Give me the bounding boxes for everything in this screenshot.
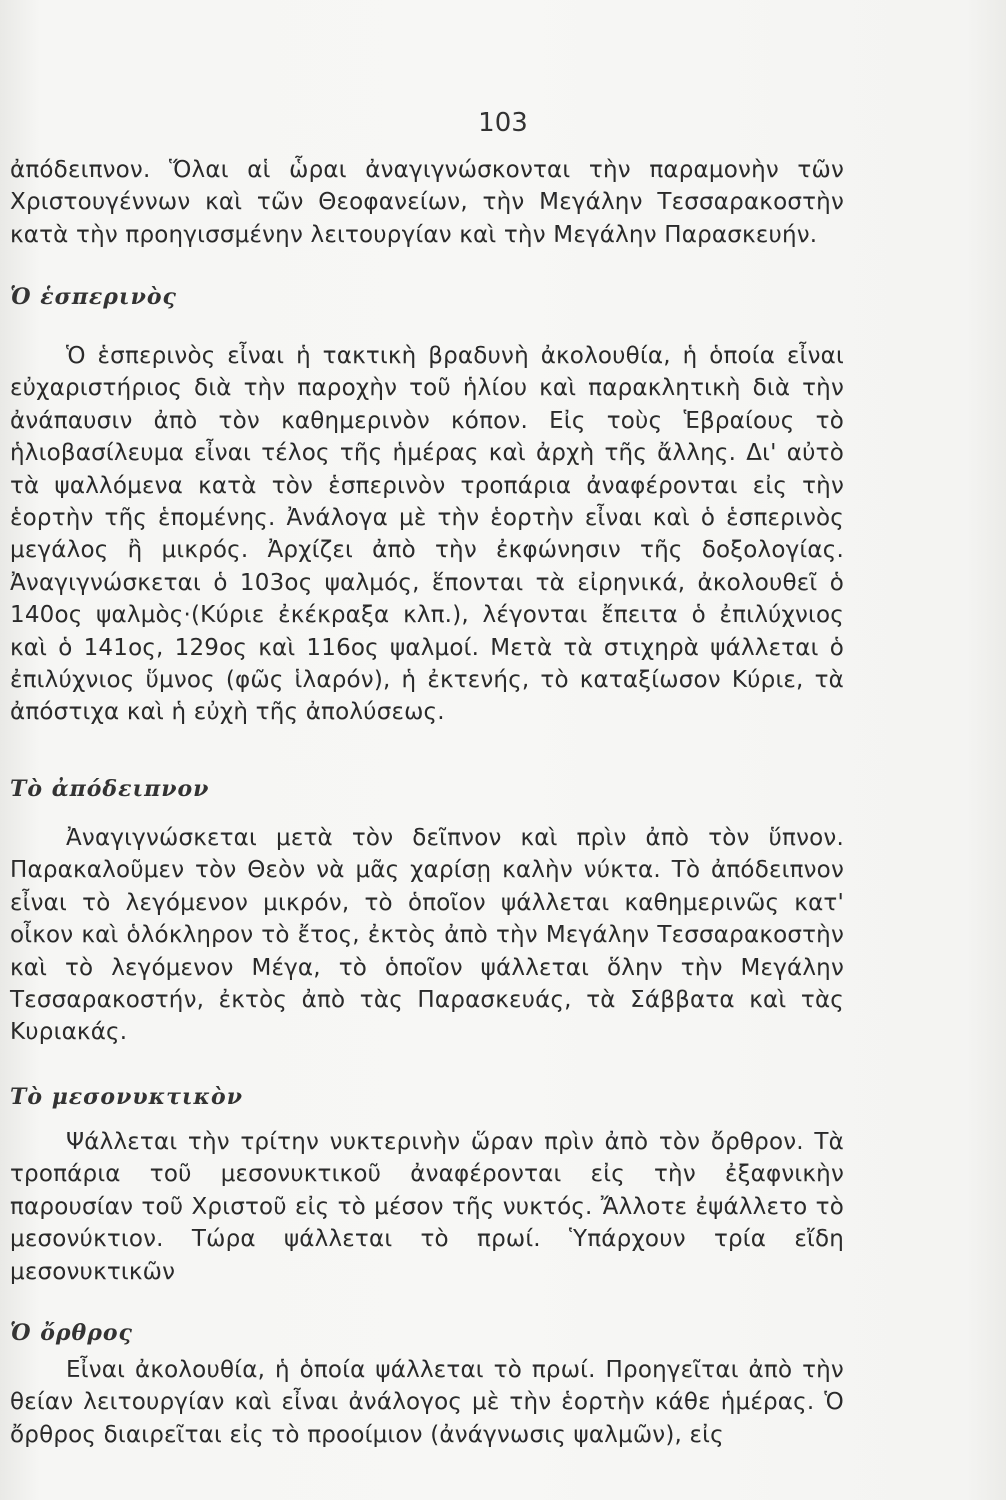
paragraph-vespers <box>10 340 844 729</box>
paragraph-text: Ἀναγιγνώσκεται μετὰ τὸν δεῖπνον καὶ πρὶν ἀπὸ τὸν ὕπνον. Παρακαλοῦμεν τὸν Θεὸν νὰ μᾶς χαρίσῃ καλὴν νύκτα. Τὸ ἀπόδειπνον εἶναι τὸ λεγόμενον μικρόν, τὸ ὁποῖον ψάλλεται καθημερινῶς κατ' οἶκον καὶ ὁλόκληρον τὸ ἔτος, ἐκτὸς ἀπὸ τὴν Μεγάλην Τεσσαρακοστὴν καὶ τὸ λεγόμενον Μέγα, τὸ ὁποῖον ψάλλεται ὅλην τὴν Μεγάλην Τεσσαρακοστήν, ἐκτὸς ἀπὸ τὰς Παρασκευάς, τὰ Σάββατα καὶ τὰς Κυριακάς. <box>10 825 844 1046</box>
paragraph-compline <box>10 822 844 1049</box>
paragraph-hours-continuation <box>10 154 844 251</box>
section-heading-midnight-office: Τὸ μεσονυκτικὸν <box>10 1084 243 1110</box>
section-heading-compline: Τὸ ἀπόδειπνον <box>10 776 210 802</box>
paragraph-matins <box>10 1354 844 1451</box>
page-number: 103 <box>478 108 528 138</box>
paragraph-text: ἀπόδειπνον. Ὅλαι αἱ ὧραι ἀναγιγνώσκονται τὴν παραμονὴν τῶν Χριστουγέννων καὶ τῶν Θεοφανείων, τὴν Μεγάλην Τεσσαρακοστὴν κατὰ τὴν προηγισσμένην λειτουργίαν καὶ τὴν Μεγάλην Παρασκευήν. <box>10 157 844 248</box>
section-heading-vespers: Ὁ ἑσπερινὸς <box>10 284 177 310</box>
paragraph-midnight-office <box>10 1126 844 1288</box>
section-heading-matins: Ὁ ὄρθρος <box>10 1320 133 1346</box>
paragraph-text: Εἶναι ἀκολουθία, ἡ ὁποία ψάλλεται τὸ πρωί. Προηγεῖται ἀπὸ τὴν θείαν λειτουργίαν καὶ εἶναι ἀνάλογος μὲ τὴν ἑορτὴν κάθε ἡμέρας. Ὁ ὄρθρος διαιρεῖται εἰς τὸ προοίμιον (ἀνάγνωσις ψαλμῶν), εἰς <box>10 1357 844 1448</box>
paragraph-text: Ψάλλεται τὴν τρίτην νυκτερινὴν ὥραν πρὶν ἀπὸ τὸν ὄρθρον. Τὰ τροπάρια τοῦ μεσονυκτικοῦ ἀναφέρονται εἰς τὴν ἐξαφνικὴν παρουσίαν τοῦ Χριστοῦ εἰς τὸ μέσον τῆς νυκτός. Ἄλλοτε ἐψάλλετο τὸ μεσονύκτιον. Τώρα ψάλλεται τὸ πρωί. Ὑπάρχουν τρία εἴδη μεσονυκτικῶν <box>10 1129 844 1285</box>
paragraph-text: Ὁ ἑσπερινὸς εἶναι ἡ τακτικὴ βραδυνὴ ἀκολουθία, ἡ ὁποία εἶναι εὐχαριστήριος διὰ τὴν παροχὴν τοῦ ἡλίου καὶ παρακλητικὴ διὰ τὴν ἀνάπαυσιν ἀπὸ τὸν καθημερινὸν κόπον. Εἰς τοὺς Ἑβραίους τὸ ἡλιοβασίλευμα εἶναι τέλος τῆς ἡμέρας καὶ ἀρχὴ τῆς ἄλλης. Δι' αὐτὸ τὰ ψαλλόμενα κατὰ τὸν ἑσπερινὸν τροπάρια ἀναφέρονται εἰς τὴν ἑορτὴν τῆς ἑπομένης. Ἀνάλογα μὲ τὴν ἑορτὴν εἶναι καὶ ὁ ἑσπερινὸς μεγάλος ἢ μικρός. Ἀρχίζει ἀπὸ τὴν ἐκφώνησιν τῆς δοξολογίας. Ἀναγιγνώσκεται ὁ 103ος ψαλμός, ἕπονται τὰ εἰρηνικά, ἀκολουθεῖ ὁ 140ος ψαλμὸς·(Κύριε ἐκέκραξα κλπ.), λέγονται ἔπειτα ὁ ἐπιλύχνιος καὶ ὁ 141ος, 129ος καὶ 116ος ψαλμοί. Μετὰ τὰ στιχηρὰ ψάλλεται ὁ ἐπιλύχνιος ὕμνος (φῶς ἱλαρόν), ἡ ἐκτενής, τὸ καταξίωσον Κύριε, τὰ ἀπόστιχα καὶ ἡ εὐχὴ τῆς ἀπολύσεως. <box>10 343 844 726</box>
